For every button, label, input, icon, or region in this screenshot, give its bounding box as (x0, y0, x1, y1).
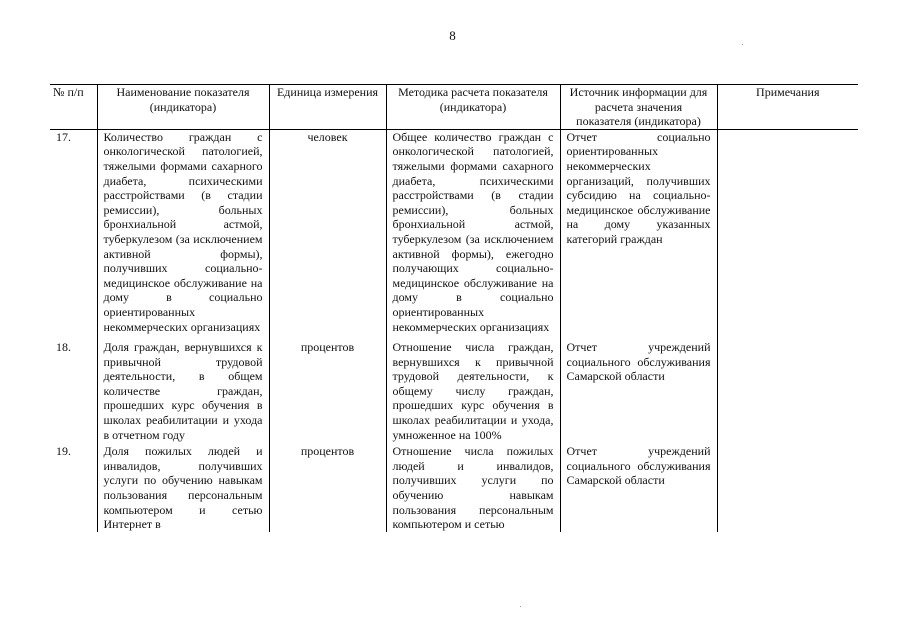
row-notes (717, 129, 858, 334)
table-row (50, 442, 858, 532)
row-num: 17. (56, 129, 71, 144)
header-name: Наименование показателя (индикатора) (97, 85, 269, 130)
row-source: Отчет учреждений социального обслуживания Самарской области (560, 442, 717, 532)
page-number: 8 (449, 28, 456, 43)
row-notes (717, 442, 858, 532)
header-method: Методика расчета показателя (индикатора) (386, 85, 560, 130)
table-row (50, 129, 858, 334)
row-method: Отношение числа пожилых людей и инвалидов, получивших услуги по обучению навыкам пользования персональным компьютером и сетью (386, 442, 560, 532)
row-num: 19. (56, 444, 71, 459)
row-notes (717, 334, 858, 442)
row-method: Отношение числа граждан, вернувшихся к привычной трудовой деятельности, к общему числу граждан, прошедших курс обучения в школах реабилитации и ухода, умноженное на 100% (386, 334, 560, 442)
header-notes: Примечания (717, 85, 858, 130)
row-num: 18. (56, 340, 71, 355)
row-name: Доля пожилых людей и инвалидов, получивших услуги по обучению навыкам пользования персональным компьютером и сетью Интернет в (97, 442, 269, 532)
table-row (50, 334, 858, 442)
scan-speck (520, 606, 521, 607)
row-name: Доля граждан, вернувшихся к привычной трудовой деятельности, в общем количестве граждан, прошедших курс обучения в школах реабилитации и ухода в отчетном году (97, 334, 269, 442)
row-method: Общее количество граждан с онкологической патологией, тяжелыми формами сахарного диабета, психическими расстройствами (в стадии ремиссии), больных бронхиальной астмой, туберкулезом (за исключением активной формы), ежегодно получающих социально-медицинское обслуживание на дому в социально ориентированных некоммерческих организациях (386, 129, 560, 334)
scan-speck (742, 44, 743, 45)
header-unit: Единица измерения (269, 85, 386, 130)
row-unit: человек (269, 129, 386, 334)
row-source: Отчет учреждений социального обслуживания Самарской области (560, 334, 717, 442)
row-name: Количество граждан с онкологической патологией, тяжелыми формами сахарного диабета, психическими расстройствами (в стадии ремиссии), больных бронхиальной астмой, туберкулезом (за исключением активной формы), получивших социально-медицинское обслуживание на дому в социально ориентированных некоммерческих организациях (97, 129, 269, 334)
indicators-table (50, 84, 858, 532)
row-source: Отчет социально ориентированных некоммерческих организаций, получивших субсидию на социально-медицинское обслуживание на дому указанных категорий граждан (560, 129, 717, 334)
header-num: № п/п (50, 85, 97, 130)
table-header-row (50, 85, 858, 130)
header-source: Источник информации для расчета значения показателя (индикатора) (560, 85, 717, 130)
row-unit: процентов (269, 442, 386, 532)
row-unit: процентов (269, 334, 386, 442)
